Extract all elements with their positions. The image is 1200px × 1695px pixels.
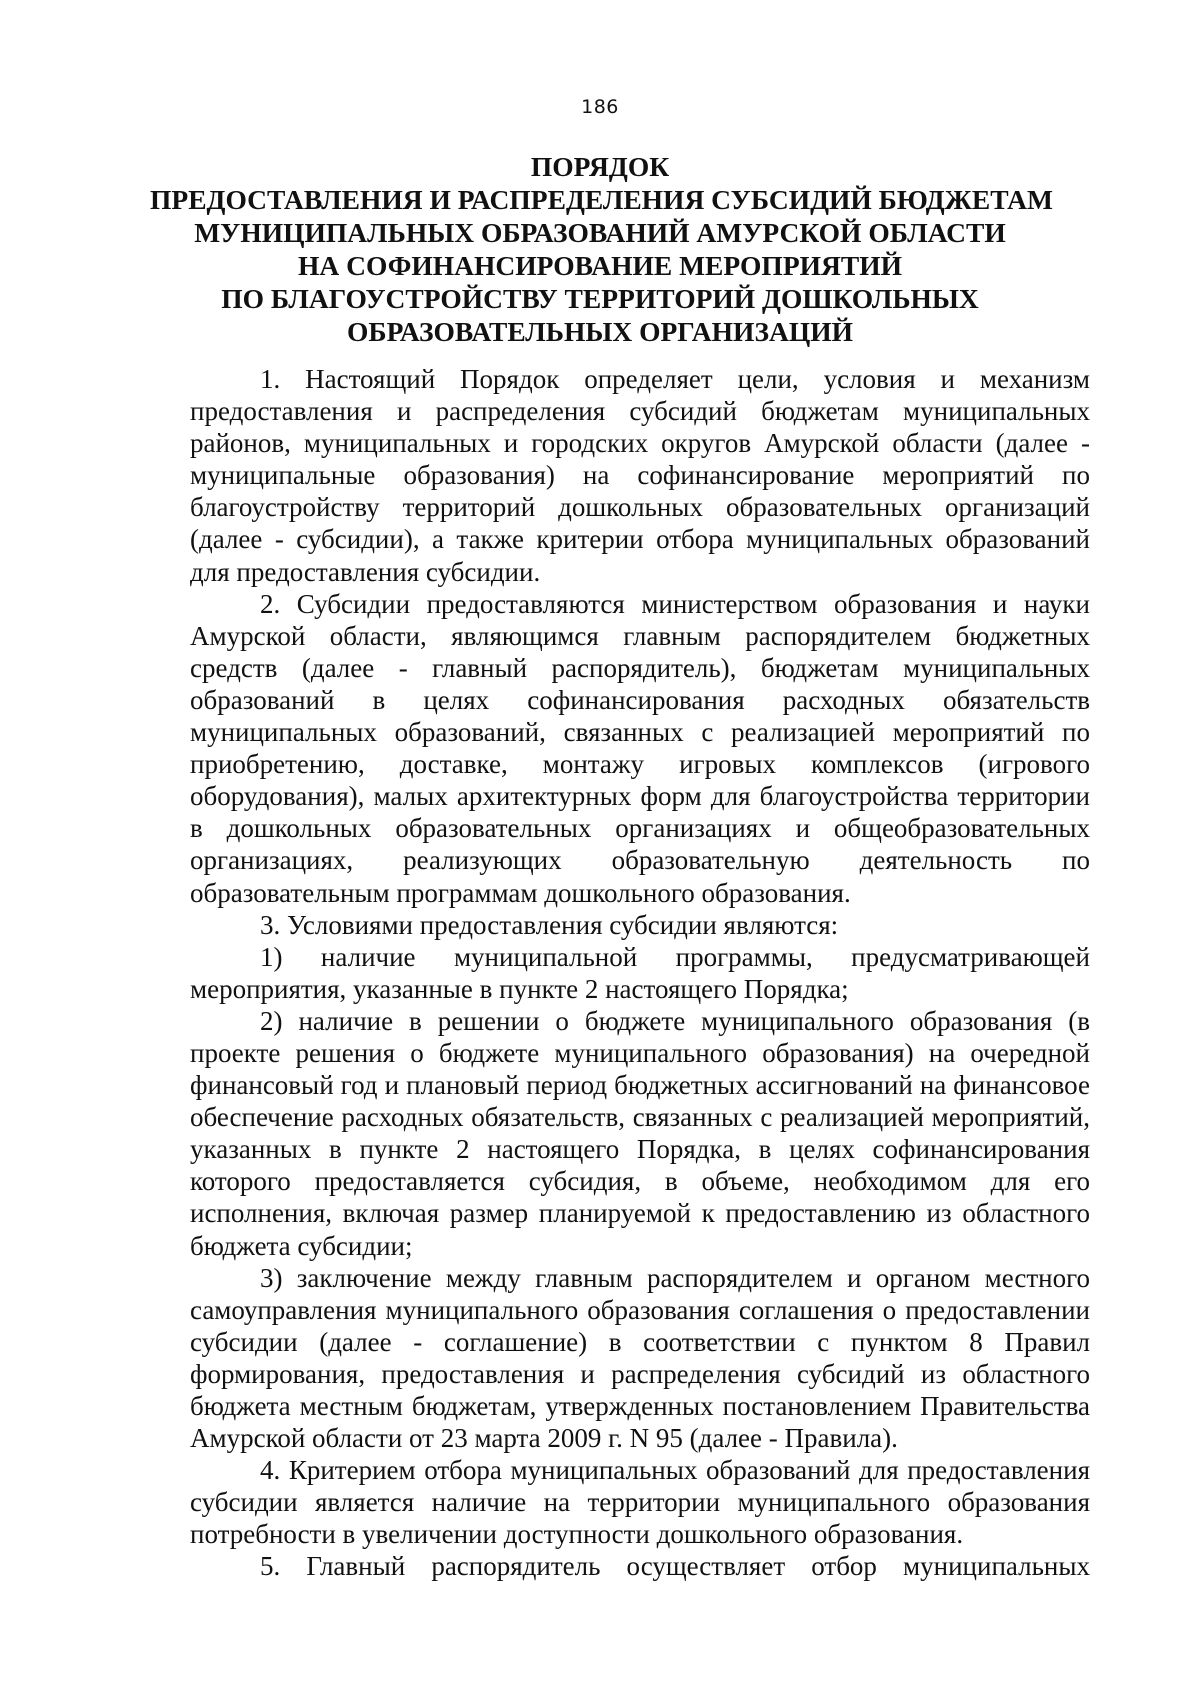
title-line: ОБРАЗОВАТЕЛЬНЫХ ОРГАНИЗАЦИЙ <box>347 316 853 347</box>
paragraph-2: 2. Субсидии предоставляются министерством образования и науки Амурской области, являющимся главным распорядителем бюджетных средств (далее - главный распорядитель), бюджетам муниципальных образований в целях софинансирования расходных обязательств муниципальных образований, связанных с реализацией мероприятий по приобретению, доставке, монтажу игровых комплексов (игрового оборудования), малых архитектурных форм для благоустройства территории в дошкольных образовательных организациях и общеобразовательных организациях, реализующих образовательную деятельность по образовательным программам дошкольного образования. <box>190 588 1090 908</box>
page-number: 186 <box>581 96 619 118</box>
title-line: НА СОФИНАНСИРОВАНИЕ МЕРОПРИЯТИЙ <box>298 250 902 281</box>
title-line: МУНИЦИПАЛЬНЫХ ОБРАЗОВАНИЙ АМУРСКОЙ ОБЛАСТИ <box>194 217 1006 248</box>
paragraph-5: 5. Главный распорядитель осуществляет отбор муниципальных <box>260 1551 1090 1582</box>
title-line: ПОРЯДОК <box>530 151 670 182</box>
paragraph-4: 4. Критерием отбора муниципальных образований для предоставления субсидии является наличие на территории муниципального образования потребности в увеличении доступности дошкольного образования. <box>190 1455 1090 1550</box>
title-line: ПО БЛАГОУСТРОЙСТВУ ТЕРРИТОРИЙ ДОШКОЛЬНЫХ <box>221 283 979 314</box>
paragraph-3: 3. Условиями предоставления субсидии являются: <box>260 909 839 940</box>
paragraph-3-item-2: 2) наличие в решении о бюджете муниципального образования (в проекте решения о бюджете муниципального образования) на очередной финансовый год и плановый период бюджетных ассигнований на финансовое обеспечение расходных обязательств, связанных с реализацией мероприятий, указанных в пункте 2 настоящего Порядка, в целях софинансирования которого предоставляется субсидия, в объеме, необходимом для его исполнения, включая размер планируемой к предоставлению из областного бюджета субсидии; <box>190 1005 1090 1261</box>
document-title <box>150 150 1054 348</box>
document-body <box>190 363 1090 1583</box>
paragraph-3-item-3: 3) заключение между главным распорядителем и органом местного самоуправления муниципального образования соглашения о предоставлении субсидии (далее - соглашение) в соответствии с пунктом 8 Правил формирования, предоставления и распределения субсидий из областного бюджета местным бюджетам, утвержденных постановлением Правительства Амурской области от 23 марта 2009 г. N 95 (далее - Правила). <box>190 1262 1090 1454</box>
paragraph-3-item-1: 1) наличие муниципальной программы, предусматривающей мероприятия, указанные в пункте 2 настоящего Порядка; <box>190 941 1090 1004</box>
paragraph-1: 1. Настоящий Порядок определяет цели, условия и механизм предоставления и распределения субсидий бюджетам муниципальных районов, муниципальных и городских округов Амурской области (далее - муниципальные образования) на софинансирование мероприятий по благоустройству территорий дошкольных образовательных организаций (далее - субсидии), а также критерии отбора муниципальных образований для предоставления субсидии. <box>190 364 1090 587</box>
title-line: ПРЕДОСТАВЛЕНИЯ И РАСПРЕДЕЛЕНИЯ СУБСИДИЙ БЮДЖЕТАМ <box>150 184 1054 215</box>
